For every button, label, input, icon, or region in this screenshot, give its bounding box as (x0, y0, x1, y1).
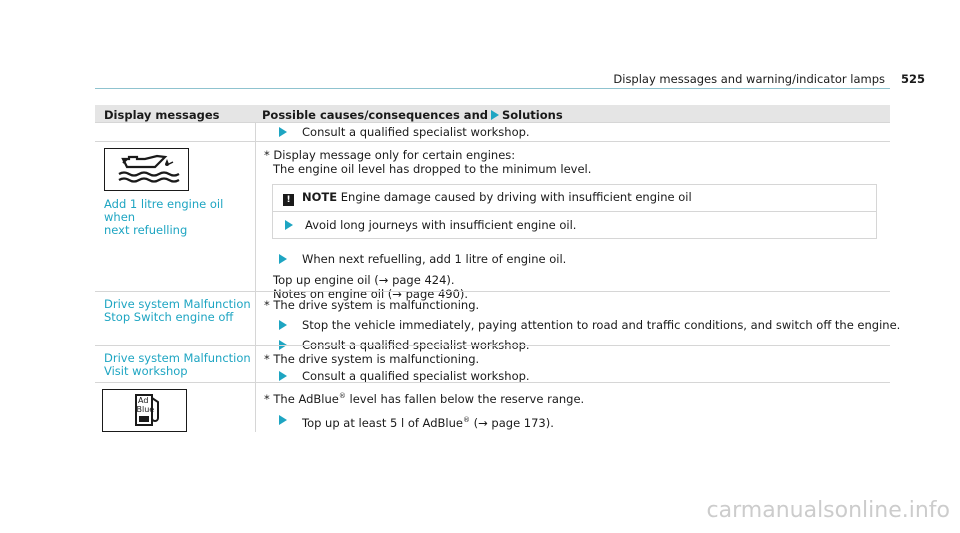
note-box: ! NOTE Engine damage caused by driving with insufficient engine oil Avoid long journeys with insufficient engine oil. (272, 184, 877, 239)
adblue-tank-icon (102, 389, 187, 432)
oil-can-level-icon (104, 148, 189, 191)
col-header-display-messages: Display messages (104, 108, 220, 122)
table-row (95, 122, 890, 141)
solution-arrow-icon (285, 220, 293, 230)
cause-text: * The drive system is malfunctioning. (264, 352, 480, 366)
solution-arrow-icon (491, 110, 499, 120)
solution-arrow-icon (279, 127, 287, 137)
solution-step: Stop the vehicle immediately, paying attention to road and traffic conditions, and switch off the engine. (264, 318, 884, 332)
solution-arrow-icon (279, 371, 287, 381)
solution-step: When next refuelling, add 1 litre of engine oil. (264, 252, 884, 266)
solution-step: Consult a qualified specialist workshop. (264, 369, 884, 383)
warning-exclamation-icon: ! (283, 194, 294, 206)
cause-detail: The engine oil level has dropped to the minimum level. (273, 162, 592, 176)
solution-step: Consult a qualified specialist workshop. (264, 338, 884, 352)
note-step: Avoid long journeys with insufficient engine oil. (273, 218, 876, 232)
table-row (95, 382, 890, 432)
table-row (95, 345, 890, 382)
running-head: Display messages and warning/indicator lamps (613, 72, 885, 86)
cause-text: * The AdBlue® level has fallen below the reserve range. (264, 391, 585, 406)
solution-step: Consult a qualified specialist workshop. (264, 125, 884, 139)
watermark: carmanualsonline.info (706, 498, 950, 523)
table-header (95, 105, 890, 122)
display-message-add-oil: Add 1 litre engine oil when next refuelling (104, 197, 224, 237)
cause-text: * The drive system is malfunctioning. (264, 298, 480, 312)
svg-text:Ad: Ad (138, 396, 149, 405)
solution-arrow-icon (279, 415, 287, 425)
cause-text: * Display message only for certain engines: (264, 148, 516, 162)
solution-arrow-icon (279, 320, 287, 330)
header-rule (95, 88, 890, 89)
page-reference: Top up engine oil (→ page 424). (273, 273, 455, 287)
solution-step: Top up at least 5 l of AdBlue® (→ page 173). (264, 413, 884, 430)
page-reference: Notes on engine oil (→ page 490). (273, 287, 469, 301)
svg-text:Blue: Blue (136, 405, 155, 414)
solution-arrow-icon (279, 254, 287, 264)
page-link[interactable]: page 490). (405, 287, 469, 301)
display-message-workshop: Drive system Malfunction Visit workshop (104, 351, 251, 378)
page-link[interactable]: page 173). (487, 415, 554, 430)
display-messages-table (95, 105, 901, 432)
display-message-stop: Drive system Malfunction Stop Switch engine off (104, 297, 251, 324)
table-row (95, 291, 901, 352)
table-row (95, 141, 890, 301)
page-number: 525 (900, 72, 925, 86)
col-header-causes: Possible causes/consequences and Solutions (262, 108, 563, 122)
page-link[interactable]: page 424). (392, 273, 455, 287)
